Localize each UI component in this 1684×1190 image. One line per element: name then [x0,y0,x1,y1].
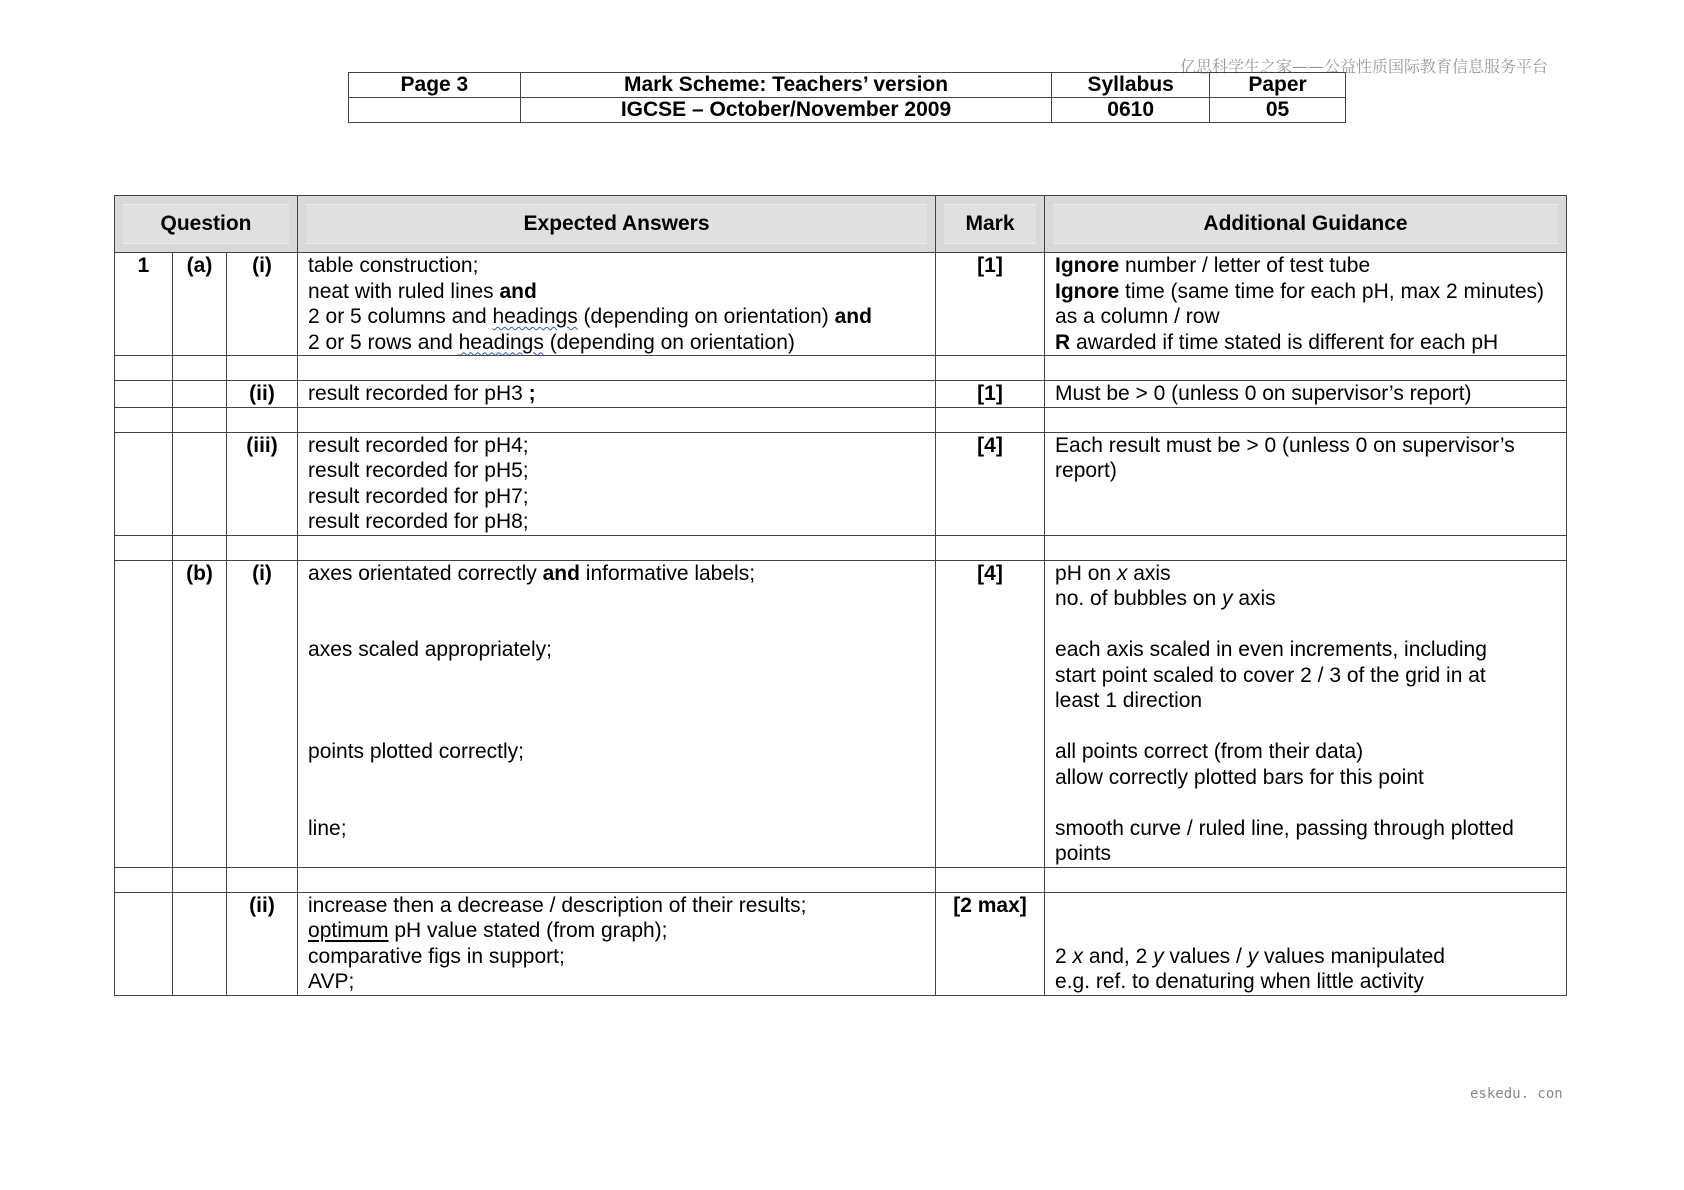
question-subpart: (i) [227,560,298,867]
table-row [115,892,1567,995]
table-row [115,560,1567,867]
expected-answers: increase then a decrease / description of their results; optimum pH value stated (from graph); comparative figs in support; AVP; [298,892,936,995]
page-number-blank [349,98,521,123]
question-subpart: (ii) [227,892,298,995]
footer-watermark: eskedu. con [1470,1086,1563,1102]
answers-column-header: Expected Answers [298,196,936,253]
watermark-text: 亿思科学生之家——公益性质国际教育信息服务平台 [1180,57,1549,76]
question-column-header: Question [115,196,298,253]
spacer-row [115,867,1567,892]
spacer-row [115,356,1567,381]
mark-value: [1] [936,253,1045,356]
mark-value: [4] [936,432,1045,535]
page-header-table [348,72,1346,123]
expected-answers: result recorded for pH3 ; [298,381,936,408]
mark-value: [2 max] [936,892,1045,995]
question-part: (a) [173,253,227,356]
additional-guidance: Must be > 0 (unless 0 on supervisor’s report) [1045,381,1567,408]
document-title: Mark Scheme: Teachers’ version [520,73,1051,98]
expected-answers: table construction; neat with ruled lines and 2 or 5 columns and headings (depending on orientation) and 2 or 5 rows and headings (depending on orientation) [298,253,936,356]
spacer-row [115,535,1567,560]
mark-value: [4] [936,560,1045,867]
mark-column-header: Mark [936,196,1045,253]
guidance-column-header: Additional Guidance [1045,196,1567,253]
additional-guidance: Ignore number / letter of test tube Ignore time (same time for each pH, max 2 minutes) as a column / row R awarded if time stated is different for each pH [1045,253,1567,356]
table-header-row [115,196,1567,253]
mark-scheme-table [114,195,1567,996]
table-row [115,432,1567,535]
question-subpart: (i) [227,253,298,356]
additional-guidance: pH on x axis no. of bubbles on y axis each axis scaled in even increments, including start point scaled to cover 2 / 3 of the grid in at least 1 direction all points correct (from their data) allow correctly plotted bars for this point smooth curve / ruled line, passing through plotted points [1045,560,1567,867]
additional-guidance: 2 x and, 2 y values / y values manipulated e.g. ref. to denaturing when little activity [1045,892,1567,995]
question-part: (b) [173,560,227,867]
expected-answers: axes orientated correctly and informative labels; axes scaled appropriately; points plotted correctly; line; [298,560,936,867]
syllabus-label: Syllabus [1052,73,1210,98]
spacer-row [115,407,1567,432]
additional-guidance: Each result must be > 0 (unless 0 on supervisor’s report) [1045,432,1567,535]
paper-label: Paper [1210,73,1346,98]
syllabus-code: 0610 [1052,98,1210,123]
page-number: Page 3 [349,73,521,98]
exam-session: IGCSE – October/November 2009 [520,98,1051,123]
question-number: 1 [115,253,173,356]
question-subpart: (ii) [227,381,298,408]
question-subpart: (iii) [227,432,298,535]
mark-value: [1] [936,381,1045,408]
paper-number: 05 [1210,98,1346,123]
table-row [115,253,1567,356]
table-row [115,381,1567,408]
expected-answers: result recorded for pH4; result recorded for pH5; result recorded for pH7; result recorded for pH8; [298,432,936,535]
